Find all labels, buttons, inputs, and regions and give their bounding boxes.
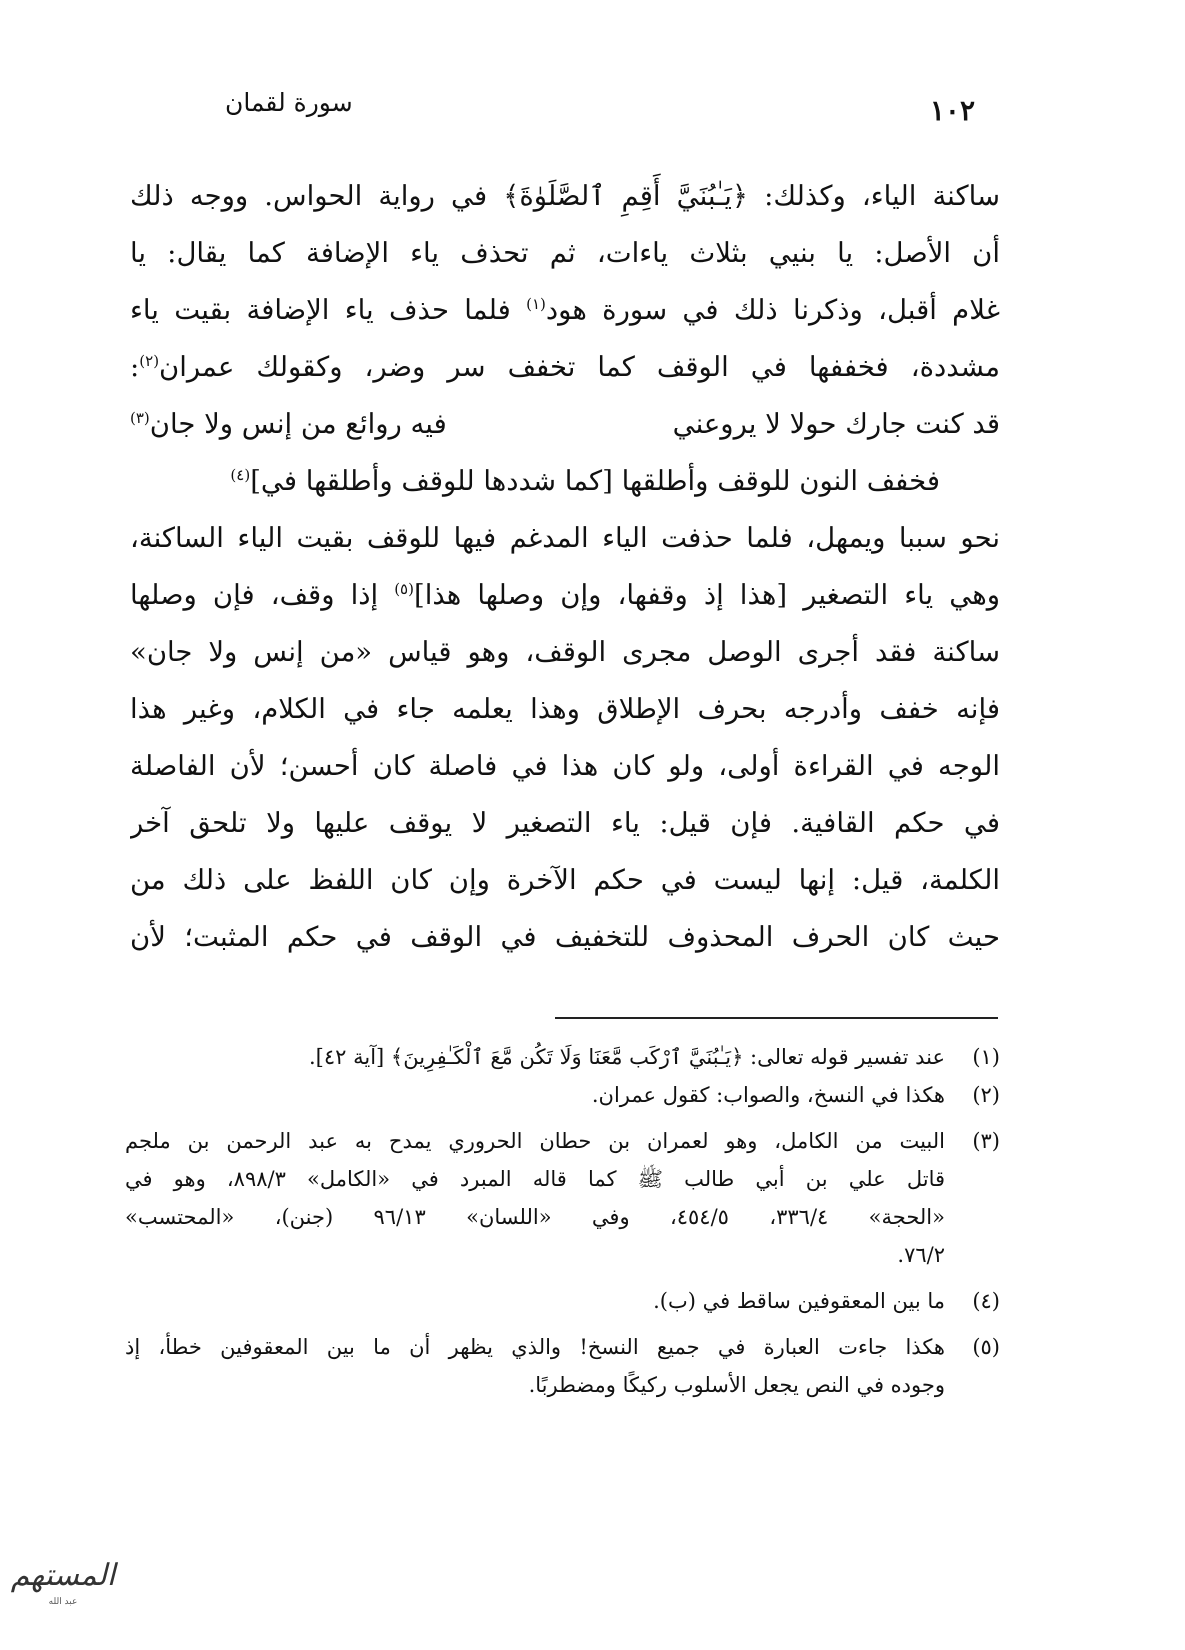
poem-second-hemistich: فيه روائع من إنس ولا جان$^{(٣)}$ [130, 408, 447, 440]
watermark-text: المستهم [10, 1558, 116, 1593]
text-line: حيث كان الحرف المحذوف للتخفيف في الوقف في حكم المثبت؛ لأن [130, 921, 1000, 953]
footnote-2 [125, 1076, 1000, 1114]
footnote-line: ما بين المعقوفين ساقط في (ب). [653, 1289, 945, 1313]
text-line: فخفف النون للوقف وأطلقها [كما شددها للوقف وأطلقها في]$^{(٤)}$ [230, 465, 940, 497]
footnote-5 [125, 1328, 1000, 1404]
footnote-number: (٥) [972, 1335, 1000, 1359]
footnote-marker[interactable]: (٢) [139, 351, 160, 370]
footnote-number: (١) [972, 1045, 1000, 1069]
footnote-marker[interactable]: (٤) [230, 465, 251, 484]
footnote-line: وجوده في النص يجعل الأسلوب ركيكًا ومضطربًا. [528, 1373, 945, 1397]
text-line: الكلمة، قيل: إنها ليست في حكم الآخرة وإن كان اللفظ على ذلك من [130, 864, 1000, 896]
footnote-line: قاتل علي بن أبي طالب ﷺ كما قاله المبرد في «الكامل» ٨٩٨/٣، وهو في [125, 1167, 945, 1191]
footnote-marker[interactable]: (١) [526, 294, 546, 313]
footnote-3 [125, 1122, 1000, 1274]
footnote-number: (٢) [972, 1083, 1000, 1107]
watermark-subtext: عبد الله [48, 1597, 78, 1607]
footnote-number: (٣) [972, 1129, 1000, 1153]
page-number: ١٠٢ [929, 94, 975, 127]
text-line: نحو سببا ويمهل، فلما حذفت الياء المدغم فيها للوقف بقيت الياء الساكنة، [130, 522, 1000, 554]
footnote-marker[interactable]: (٥) [394, 579, 414, 598]
footnote-line: عند تفسير قوله تعالى: ﴿يَـٰبُنَيَّ ٱرْكَب مَّعَنَا وَلَا تَكُن مَّعَ ٱلْكَـٰفِرِينَ﴾ [آية ٤٢]. [308, 1045, 945, 1069]
page-header [225, 88, 975, 138]
text-line: ساكنة الياء، وكذلك: ﴿يَـٰبُنَيَّ أَقِمِ ٱلصَّلَوٰةَ﴾ في رواية الحواس. ووجه ذلك [130, 180, 1000, 212]
footnote-line: هكذا جاءت العبارة في جميع النسخ! والذي يظهر أن ما بين المعقوفين خطأ، إذ [125, 1335, 945, 1359]
text-line: غلام أقبل، وذكرنا ذلك في سورة هود$^{(١)}$ فلما حذف ياء الإضافة بقيت ياء [130, 294, 1000, 326]
poem-verse [130, 396, 1000, 453]
text-line: وهي ياء التصغير [هذا إذ وقفها، وإن وصلها هذا]$^{(٥)}$ إذا وقف، فإن وصلها [130, 579, 1000, 611]
watermark-logo [8, 1556, 118, 1616]
text-line: أن الأصل: يا بنيي بثلاث ياءات، ثم تحذف ياء الإضافة كما يقال: يا [130, 237, 1000, 269]
footnote-1 [125, 1038, 1000, 1076]
poem-first-hemistich: قد كنت جارك حولا لا يروعني [672, 408, 1000, 440]
footnote-line: «الحجة» ٣٣٦/٤، ٤٥٤/٥، وفي «اللسان» ٩٦/١٣ (جنن)، «المحتسب» [125, 1205, 945, 1229]
footnote-marker[interactable]: (٣) [130, 408, 150, 427]
footnote-line: هكذا في النسخ، والصواب: كقول عمران. [591, 1083, 945, 1107]
footnote-separator [555, 1017, 998, 1019]
text-line: مشددة، فخففها في الوقف كما تخفف سر وضر، وكقولك عمران$^{(٢)}$: [130, 351, 1000, 383]
footnote-4 [125, 1282, 1000, 1320]
main-text [130, 168, 1000, 966]
text-line: فإنه خفف وأدرجه بحرف الإطلاق وهذا يعلمه جاء في الكلام، وغير هذا [130, 693, 1000, 725]
footnote-line: ٧٦/٢. [897, 1243, 945, 1267]
footnote-number: (٤) [972, 1289, 1000, 1313]
text-line: الوجه في القراءة أولى، ولو كان هذا في فاصلة كان أحسن؛ لأن الفاصلة [130, 750, 1000, 782]
running-title: سورة لقمان [225, 88, 353, 117]
text-line: ساكنة فقد أجرى الوصل مجرى الوقف، وهو قياس «من إنس ولا جان» [130, 636, 1000, 668]
text-line: في حكم القافية. فإن قيل: ياء التصغير لا يوقف عليها ولا تلحق آخر [130, 807, 1000, 839]
footnotes [125, 1038, 1000, 1404]
footnote-line: البيت من الكامل، وهو لعمران بن حطان الحروري يمدح به عبد الرحمن بن ملجم [125, 1129, 945, 1153]
